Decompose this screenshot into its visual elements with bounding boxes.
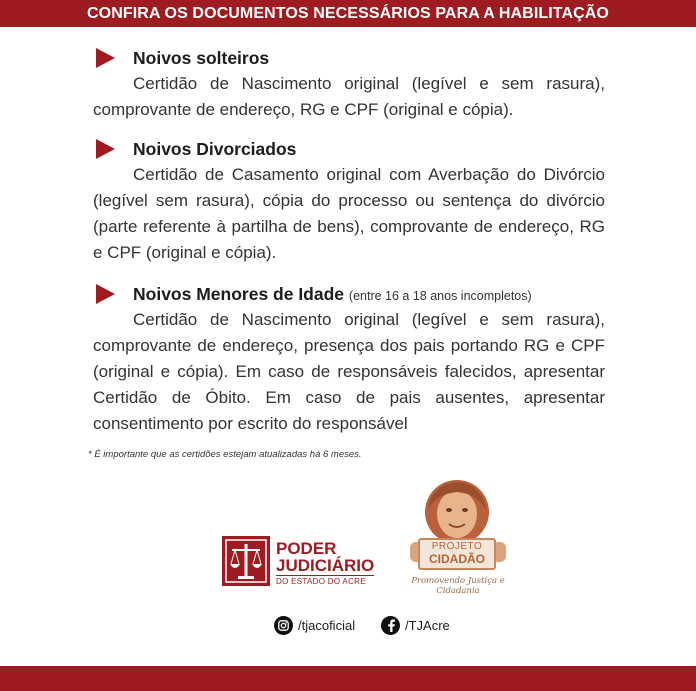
scales-emblem-icon xyxy=(222,536,270,586)
projeto-cidadao-plate xyxy=(418,538,496,570)
bullet-arrow-icon xyxy=(96,48,115,68)
facebook-icon xyxy=(381,616,400,635)
pc-logo-line1: PROJETO xyxy=(431,541,483,552)
pj-logo-line1: PODER xyxy=(276,539,337,558)
facebook-handle: /TJAcre xyxy=(405,617,450,633)
poder-judiciario-logo xyxy=(222,536,382,586)
section-body: Certidão de Nascimento original (legível e sem rasura), comprovante de endereço, presença dos pais portando RG e CPF (original e cópia). Em caso de responsáveis falecidos, apresentar Certidão de Óbito. Em caso de pais ausentes, apresentar consentimento por escrito do responsável xyxy=(93,310,605,433)
bullet-arrow-icon xyxy=(96,139,115,159)
social-instagram[interactable] xyxy=(274,615,355,635)
header-banner xyxy=(0,0,696,27)
section-solteiros xyxy=(93,45,605,123)
footnote: * É importante que as certidões estejam atualizadas há 6 meses. xyxy=(88,449,362,460)
instagram-icon xyxy=(274,616,293,635)
pc-logo-line2: CIDADÃO xyxy=(429,552,485,566)
pj-logo-line2: JUDICIÁRIO xyxy=(276,556,375,575)
section-title: Noivos Divorciados xyxy=(133,139,297,159)
section-divorciados xyxy=(93,136,605,266)
section-note: (entre 16 a 18 anos incompletos) xyxy=(348,289,532,303)
bullet-arrow-icon xyxy=(96,284,115,304)
social-facebook[interactable] xyxy=(381,615,450,635)
section-body: Certidão de Nascimento original (legível e sem rasura), comprovante de endereço, RG e CPF (original e cópia). xyxy=(93,74,605,119)
pj-logo-line3: DO ESTADO DO ACRE xyxy=(276,575,374,587)
footer-bar xyxy=(0,666,696,691)
section-body: Certidão de Casamento original com Averbação do Divórcio (legível sem rasura), cópia do processo ou sentença do divórcio (parte referente à partilha de bens), comprovante de endereço, RG e CPF (original e cópia). xyxy=(93,165,605,262)
pc-logo-tagline: Promovendo Justiça e Cidadania xyxy=(411,576,505,596)
projeto-cidadao-logo xyxy=(396,480,520,596)
section-title: Noivos solteiros xyxy=(133,48,270,68)
instagram-handle: /tjacoficial xyxy=(298,617,356,633)
section-menores xyxy=(93,281,605,437)
section-title: Noivos Menores de Idade xyxy=(133,284,345,304)
header-title: CONFIRA OS DOCUMENTOS NECESSÁRIOS PARA A HABILITAÇÃO xyxy=(87,4,609,22)
